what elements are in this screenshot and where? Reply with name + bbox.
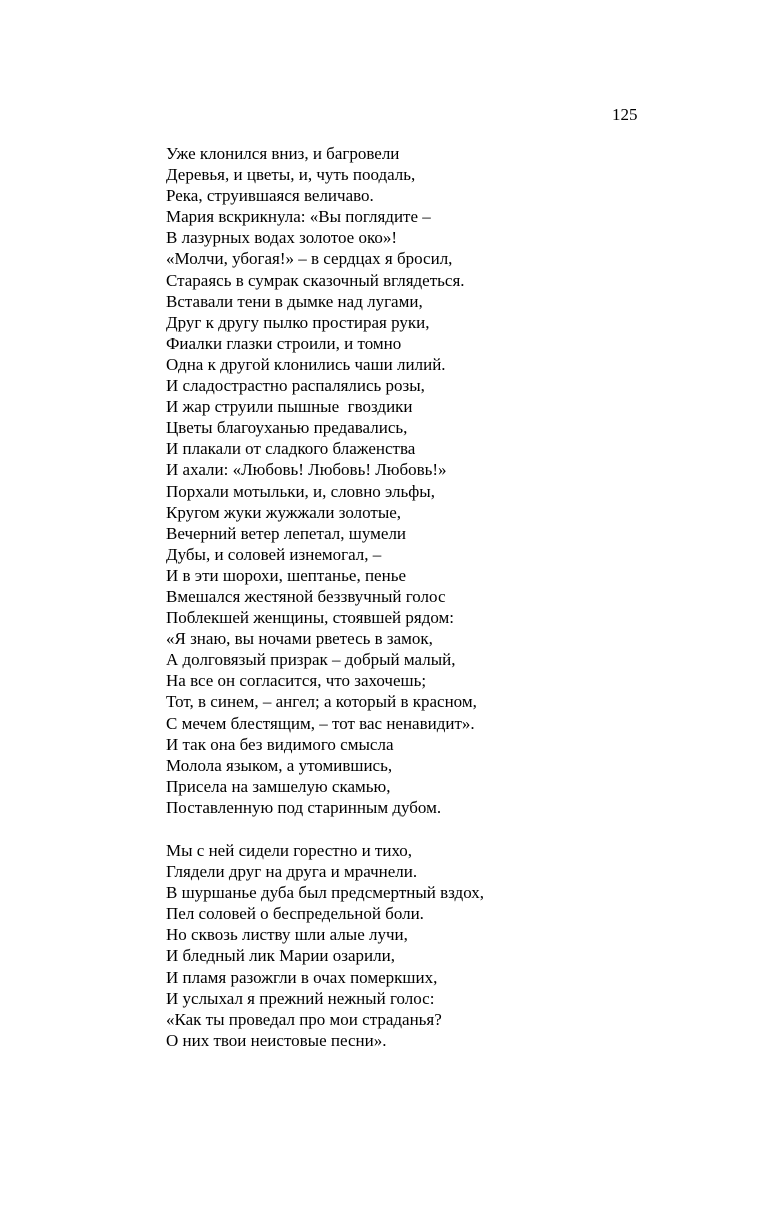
poem-line: Вечерний ветер лепетал, шумели <box>166 523 407 543</box>
poem-line: И бледный лик Марии озарили, <box>166 946 395 966</box>
poem-line: Мария вскрикнула: «Вы поглядите – <box>166 207 431 227</box>
poem-line: О них твои неистовые песни». <box>166 1030 387 1050</box>
poem-text <box>166 143 686 1051</box>
poem-line: В шуршанье дуба был предсмертный вздох, <box>166 883 485 903</box>
poem-line: Порхали мотыльки, и, словно эльфы, <box>166 481 435 501</box>
stanza <box>166 143 686 818</box>
poem-line: Глядели друг на друга и мрачнели. <box>166 862 418 882</box>
poem-line: Но сквозь листву шли алые лучи, <box>166 925 408 945</box>
poem-line: Фиалки глазки строили, и томно <box>166 333 402 353</box>
poem-line: Стараясь в сумрак сказочный вглядеться. <box>166 270 465 290</box>
poem-line: С мечем блестящим, – тот вас ненавидит». <box>166 713 475 733</box>
poem-line: Вставали тени в дымке над лугами, <box>166 291 423 311</box>
poem-line: Тот, в синем, – ангел; а который в красном, <box>166 692 477 712</box>
poem-line: «Молчи, убогая!» – в сердцах я бросил, <box>166 249 453 269</box>
poem-line: «Я знаю, вы ночами рветесь в замок, <box>166 629 433 649</box>
poem-line: Одна к другой клонились чаши лилий. <box>166 354 446 374</box>
poem-line: Присела на замшелую скамью, <box>166 776 391 796</box>
poem-line: Молола языком, а утомившись, <box>166 755 393 775</box>
poem-line: И в эти шорохи, шептанье, пенье <box>166 565 406 585</box>
poem-line: А долговязый призрак – добрый малый, <box>166 650 456 670</box>
poem-line: И ахали: «Любовь! Любовь! Любовь!» <box>166 460 447 480</box>
poem-line: Поблекшей женщины, стоявшей рядом: <box>166 608 455 628</box>
poem-line: И плакали от сладкого блаженства <box>166 439 416 459</box>
poem-line: И услыхал я прежний нежный голос: <box>166 988 435 1008</box>
poem-line: Вмешался жестяной беззвучный голос <box>166 586 446 606</box>
page-number: 125 <box>612 105 638 124</box>
poem-line: На все он согласится, что захочешь; <box>166 671 427 691</box>
stanza <box>166 840 686 1051</box>
poem-line: И пламя разожгли в очах померкших, <box>166 967 438 987</box>
poem-line: Деревья, и цветы, и, чуть поодаль, <box>166 165 416 185</box>
poem-line: И так она без видимого смысла <box>166 734 394 754</box>
poem-line: И жар струили пышные гвоздики <box>166 397 413 417</box>
poem-line: Пел соловей о беспредельной боли. <box>166 904 424 924</box>
poem-line: И сладострастно распалялись розы, <box>166 376 425 396</box>
poem-line: «Как ты проведал про мои страданья? <box>166 1009 442 1029</box>
poem-line: Река, струившаяся величаво. <box>166 186 374 206</box>
poem-line: Поставленную под старинным дубом. <box>166 797 442 817</box>
poem-line: Друг к другу пылко простирая руки, <box>166 312 430 332</box>
poem-line: Мы с ней сидели горестно и тихо, <box>166 841 413 860</box>
poem-line: В лазурных водах золотое око»! <box>166 228 398 248</box>
poem-line: Уже клонился вниз, и багровели <box>166 144 400 163</box>
poem-line: Цветы благоуханью предавались, <box>166 418 408 438</box>
poem-line: Кругом жуки жужжали золотые, <box>166 502 402 522</box>
poem-line: Дубы, и соловей изнемогал, – <box>166 544 382 564</box>
